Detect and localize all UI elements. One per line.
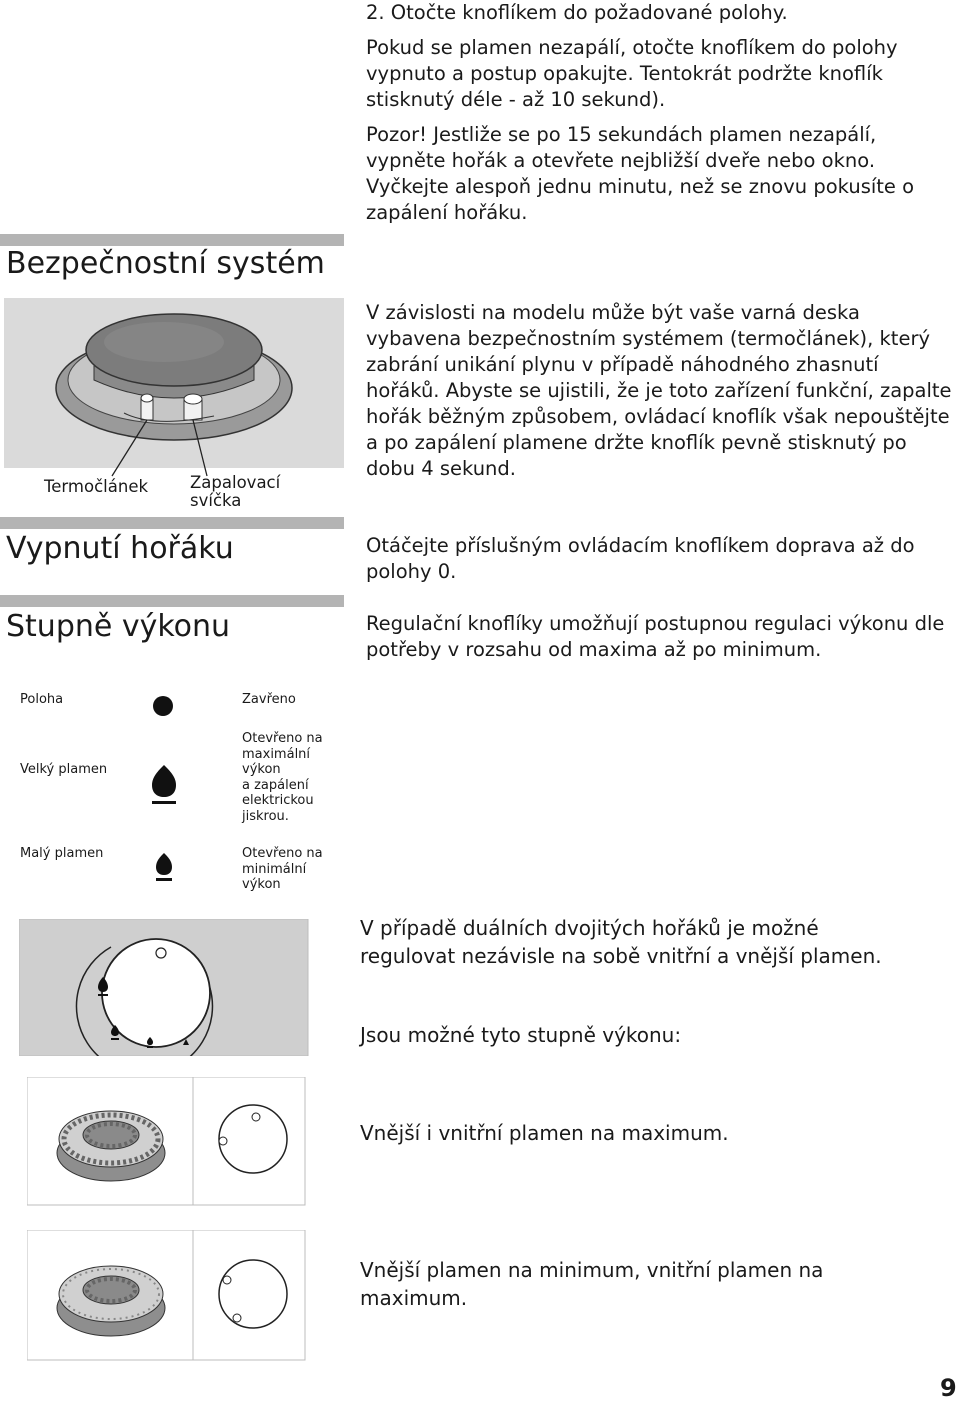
table-row-small-desc — [242, 846, 323, 893]
safety-text: V závislosti na modelu může být vaše varná deska vybavena bezpečnostním systémem (termočlánek), který zabrání unikání plynu v případě náhodného zhasnutí hořáků. Abyste se ujistili, že je toto zařízení funkční, zapalte hořák běžným způsobem, ovládací knoflík však nepouštějte a po zapálení plamene držte knoflík pevně stisknutý po dobu 4 sekund. — [366, 301, 952, 480]
power-text: Regulační knoflíky umožňují postupnou regulaci výkonu dle potřeby v rozsahu od maxima až po minimum. — [366, 612, 945, 661]
intro-step: 2. Otočte knoflíkem do požadované polohy. — [366, 1, 788, 24]
page-number: 9 — [940, 1374, 957, 1402]
intro-warning: Pozor! Jestliže se po 15 sekundách plamen nezapálí, vypněte hořák a otevřete nejbližší dveře nebo okno. Vyčkejte alespoň jednu minutu, než se znovu pokusíte o zapálení hořáku. — [366, 123, 915, 224]
large-desc-line4: a zapálení — [242, 777, 309, 793]
closed-desc-line: Zavřeno — [242, 692, 296, 707]
level1-figure — [27, 1077, 307, 1207]
small-desc-line3: výkon — [242, 877, 281, 892]
label-spark-plug — [190, 474, 280, 510]
large-desc-line5: elektrickou — [242, 793, 314, 808]
closed-dot-icon — [152, 695, 176, 719]
power-title: Stupně výkonu — [6, 609, 231, 644]
large-desc-line6: jiskrou. — [242, 808, 289, 824]
level2-figure — [27, 1230, 307, 1362]
intro-retry: Pokud se plamen nezapálí, otočte knoflíkem do polohy vypnuto a postup opakujte. Tentokrát podržte knoflík stisknutý déle - až 10 sekund). — [366, 36, 898, 111]
label-thermocouple: Termočlánek — [44, 477, 149, 496]
small-flame-icon — [153, 851, 175, 883]
intro-block — [366, 0, 956, 226]
off-title: Vypnutí hořáku — [6, 531, 234, 566]
level1-text: Vnější i vnitřní plamen na maximum. — [360, 1121, 729, 1145]
table-row-small-label: Malý plamen — [20, 846, 104, 861]
dual-text: V případě duálních dvojitých hořáků je možné regulovat nezávisle na sobě vnitřní a vnější plamen. — [360, 916, 882, 968]
label-spark-plug-line1: Zapalovací — [190, 473, 281, 492]
dual-levels-intro: Jsou možné tyto stupně výkonu: — [360, 1023, 682, 1047]
off-text: Otáčejte příslušným ovládacím knoflíkem doprava až do polohy 0. — [366, 534, 915, 583]
table-row-closed-desc — [242, 692, 296, 708]
safety-title: Bezpečnostní systém — [6, 246, 325, 281]
dual-knob-figure — [19, 919, 309, 1056]
level2-text: Vnější plamen na minimum, vnitřní plamen na maximum. — [360, 1258, 824, 1310]
label-spark-plug-line2: svíčka — [190, 491, 242, 510]
large-desc-line1: Otevřeno na — [242, 731, 323, 746]
large-desc-line2: maximální — [242, 746, 311, 762]
large-flame-icon — [148, 763, 180, 807]
section-bar-power — [0, 595, 344, 607]
large-desc-line3: výkon — [242, 762, 281, 777]
table-row-large-label: Velký plamen — [20, 762, 108, 777]
section-bar-off — [0, 517, 344, 529]
table-row-closed-label: Poloha — [20, 692, 64, 707]
small-desc-line1: Otevřeno na — [242, 846, 323, 861]
small-desc-line2: minimální — [242, 861, 307, 877]
section-bar-safety — [0, 234, 344, 246]
safety-figure — [4, 298, 344, 513]
table-row-large-desc — [242, 731, 323, 824]
